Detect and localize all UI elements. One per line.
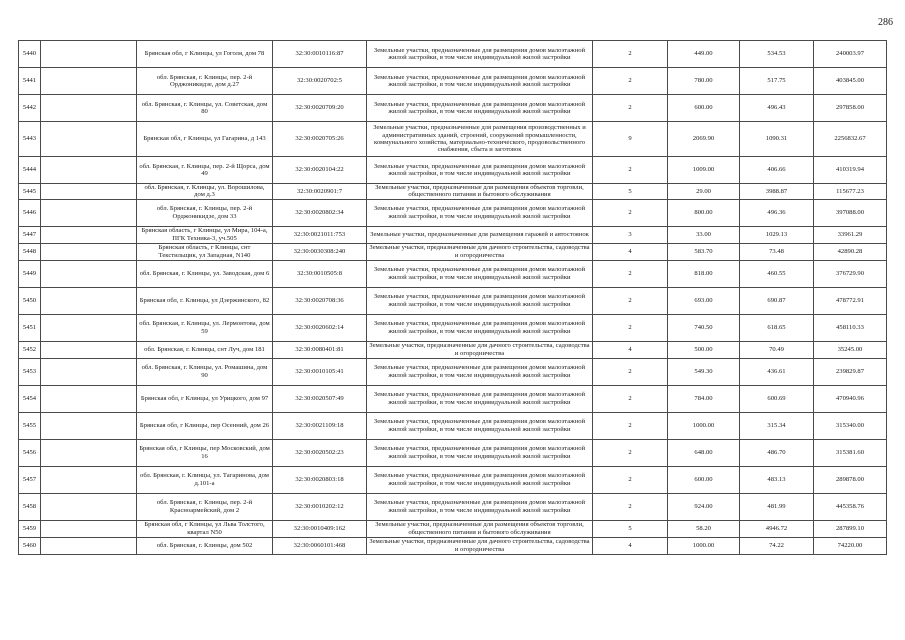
row-number: 5456	[19, 439, 41, 466]
gap-cell	[41, 243, 137, 260]
group-code-cell: 3	[593, 226, 668, 243]
area-cell: 693.00	[668, 287, 740, 314]
table-row	[19, 41, 887, 68]
table-row	[19, 314, 887, 341]
group-code-cell: 2	[593, 314, 668, 341]
cadastral-number-cell: 32:30:0080401:81	[273, 341, 367, 358]
table-row	[19, 122, 887, 157]
row-number: 5458	[19, 493, 41, 520]
row-number: 5454	[19, 385, 41, 412]
land-use-cell: Земельные участки, предназначенные для размещения домов малоэтажной жилой застройки, в том числе индивидуальной жилой застройки	[367, 287, 593, 314]
specific-value-cell: 460.55	[740, 260, 814, 287]
area-cell: 780.00	[668, 68, 740, 95]
table-row	[19, 341, 887, 358]
specific-value-cell: 481.99	[740, 493, 814, 520]
specific-value-cell: 486.70	[740, 439, 814, 466]
cadastral-value-cell: 240003.97	[814, 41, 887, 68]
cadastral-value-cell: 33961.29	[814, 226, 887, 243]
address-cell: обл. Брянская, г. Клинцы, пер. 2-й Орджоникидзе, дом 33	[137, 199, 273, 226]
gap-cell	[41, 95, 137, 122]
table-row	[19, 466, 887, 493]
area-cell: 600.00	[668, 95, 740, 122]
row-number: 5457	[19, 466, 41, 493]
specific-value-cell: 4946.72	[740, 520, 814, 537]
table-row	[19, 520, 887, 537]
gap-cell	[41, 493, 137, 520]
specific-value-cell: 1090.31	[740, 122, 814, 157]
area-cell: 800.00	[668, 199, 740, 226]
area-cell: 924.00	[668, 493, 740, 520]
gap-cell	[41, 439, 137, 466]
row-number: 5459	[19, 520, 41, 537]
area-cell: 583.70	[668, 243, 740, 260]
cadastral-number-cell: 32:30:0021109:18	[273, 412, 367, 439]
group-code-cell: 2	[593, 493, 668, 520]
specific-value-cell: 315.34	[740, 412, 814, 439]
row-number: 5449	[19, 260, 41, 287]
land-use-cell: Земельные участки, предназначенные для размещения домов малоэтажной жилой застройки, в том числе индивидуальной жилой застройки	[367, 68, 593, 95]
area-cell: 740.50	[668, 314, 740, 341]
cadastral-number-cell: 32:30:0010505:8	[273, 260, 367, 287]
cadastral-number-cell: 32:30:0010105:41	[273, 358, 367, 385]
land-use-cell: Земельные участки, предназначенные для размещения домов малоэтажной жилой застройки, в том числе индивидуальной жилой застройки	[367, 412, 593, 439]
gap-cell	[41, 68, 137, 95]
gap-cell	[41, 385, 137, 412]
specific-value-cell: 618.65	[740, 314, 814, 341]
cadastral-value-cell: 35245.00	[814, 341, 887, 358]
cadastral-value-cell: 376729.90	[814, 260, 887, 287]
gap-cell	[41, 260, 137, 287]
land-use-cell: Земельные участки, предназначенные для размещения домов малоэтажной жилой застройки, в том числе индивидуальной жилой застройки	[367, 466, 593, 493]
group-code-cell: 4	[593, 537, 668, 554]
gap-cell	[41, 466, 137, 493]
land-use-cell: Земельные участки, предназначенные для размещения домов малоэтажной жилой застройки, в том числе индивидуальной жилой застройки	[367, 385, 593, 412]
row-number: 5442	[19, 95, 41, 122]
land-use-cell: Земельные участки, предназначенные для размещения производственных и административных зданий, строений, сооружений промышленности, коммунального хозяйства, материально-технического, продовольственного снабжения, сбыта и заготовок	[367, 122, 593, 157]
group-code-cell: 2	[593, 412, 668, 439]
cadastral-number-cell: 32:30:0020104:22	[273, 157, 367, 184]
address-cell: обл. Брянская, г. Клинцы, пер. 2-й Орджоникидзе, дом д.27	[137, 68, 273, 95]
cadastral-value-cell: 458110.33	[814, 314, 887, 341]
table-row	[19, 157, 887, 184]
gap-cell	[41, 122, 137, 157]
land-use-cell: Земельные участки, предназначенные для размещения домов малоэтажной жилой застройки, в том числе индивидуальной жилой застройки	[367, 493, 593, 520]
cadastral-number-cell: 32:30:0030308:240	[273, 243, 367, 260]
land-use-cell: Земельные участки, предназначенные для размещения домов малоэтажной жилой застройки, в том числе индивидуальной жилой застройки	[367, 260, 593, 287]
row-number: 5440	[19, 41, 41, 68]
gap-cell	[41, 520, 137, 537]
group-code-cell: 2	[593, 385, 668, 412]
cadastral-number-cell: 32:30:0020901:7	[273, 184, 367, 200]
specific-value-cell: 496.43	[740, 95, 814, 122]
specific-value-cell: 690.87	[740, 287, 814, 314]
land-use-cell: Земельные участки, предназначенные для дачного строительства, садоводства и огородничества	[367, 341, 593, 358]
gap-cell	[41, 157, 137, 184]
address-cell: обл. Брянская, г. Клинцы, ул. Ворошилова, дом д.3	[137, 184, 273, 200]
row-number: 5453	[19, 358, 41, 385]
address-cell: Брянская обл, г Клинцы, пер Осенний, дом 26	[137, 412, 273, 439]
group-code-cell: 5	[593, 184, 668, 200]
area-cell: 33.00	[668, 226, 740, 243]
group-code-cell: 2	[593, 41, 668, 68]
area-cell: 500.00	[668, 341, 740, 358]
address-cell: обл. Брянская, г. Клинцы, снт Луч, дом 181	[137, 341, 273, 358]
gap-cell	[41, 41, 137, 68]
table-row	[19, 412, 887, 439]
table-row	[19, 358, 887, 385]
table-row	[19, 537, 887, 554]
table-row	[19, 260, 887, 287]
gap-cell	[41, 537, 137, 554]
table-row	[19, 68, 887, 95]
group-code-cell: 2	[593, 260, 668, 287]
address-cell: обл. Брянская, г. Клинцы, дом 502	[137, 537, 273, 554]
table-row	[19, 243, 887, 260]
cadastral-number-cell: 32:30:0010202:12	[273, 493, 367, 520]
land-use-cell: Земельные участки, предназначенные для размещения домов малоэтажной жилой застройки, в том числе индивидуальной жилой застройки	[367, 157, 593, 184]
land-use-cell: Земельные участки, предназначенные для размещения домов малоэтажной жилой застройки, в том числе индивидуальной жилой застройки	[367, 199, 593, 226]
row-number: 5460	[19, 537, 41, 554]
land-use-cell: Земельные участки, предназначенные для размещения домов малоэтажной жилой застройки, в том числе индивидуальной жилой застройки	[367, 95, 593, 122]
table-row	[19, 95, 887, 122]
area-cell: 1000.00	[668, 537, 740, 554]
group-code-cell: 2	[593, 439, 668, 466]
group-code-cell: 2	[593, 287, 668, 314]
area-cell: 600.00	[668, 466, 740, 493]
area-cell: 58.20	[668, 520, 740, 537]
cadastral-value-cell: 42890.28	[814, 243, 887, 260]
area-cell: 648.00	[668, 439, 740, 466]
table-row	[19, 287, 887, 314]
address-cell: обл. Брянская, г. Клинцы, ул. Ромашина, дом 90	[137, 358, 273, 385]
address-cell: Брянская обл, г Клинцы, ул Гагарина, д 143	[137, 122, 273, 157]
cadastral-value-cell: 403845.00	[814, 68, 887, 95]
gap-cell	[41, 199, 137, 226]
cadastral-number-cell: 32:30:0060101:468	[273, 537, 367, 554]
gap-cell	[41, 184, 137, 200]
address-cell: Брянская область, г Клинцы, ул Мира, 104-а, ПГК Техника-3, уч.505	[137, 226, 273, 243]
group-code-cell: 5	[593, 520, 668, 537]
table-row	[19, 199, 887, 226]
cadastral-value-cell: 297858.00	[814, 95, 887, 122]
cadastral-value-cell: 410319.94	[814, 157, 887, 184]
gap-cell	[41, 412, 137, 439]
row-number: 5441	[19, 68, 41, 95]
land-use-cell: Земельные участки, предназначенные для размещения гаражей и автостоянок	[367, 226, 593, 243]
cadastral-number-cell: 32:30:0020708:36	[273, 287, 367, 314]
specific-value-cell: 73.48	[740, 243, 814, 260]
specific-value-cell: 74.22	[740, 537, 814, 554]
specific-value-cell: 436.61	[740, 358, 814, 385]
cadastral-number-cell: 32:30:0020602:14	[273, 314, 367, 341]
group-code-cell: 2	[593, 95, 668, 122]
area-cell: 818.00	[668, 260, 740, 287]
table-row	[19, 184, 887, 200]
gap-cell	[41, 314, 137, 341]
land-use-cell: Земельные участки, предназначенные для размещения объектов торговли, общественного питания и бытового обслуживания	[367, 184, 593, 200]
specific-value-cell: 70.49	[740, 341, 814, 358]
gap-cell	[41, 287, 137, 314]
address-cell: обл. Брянская, г. Клинцы, пер. 2-й Красноармейский, дом 2	[137, 493, 273, 520]
cadastral-value-cell: 315340.00	[814, 412, 887, 439]
cadastral-number-cell: 32:30:0021011:753	[273, 226, 367, 243]
cadastral-value-cell: 315381.60	[814, 439, 887, 466]
cadastral-value-table	[18, 40, 887, 555]
gap-cell	[41, 226, 137, 243]
cadastral-value-cell: 478772.91	[814, 287, 887, 314]
address-cell: Брянская обл, г Клинцы, ул Гоголя, дом 78	[137, 41, 273, 68]
row-number: 5448	[19, 243, 41, 260]
table-row	[19, 439, 887, 466]
land-use-cell: Земельные участки, предназначенные для размещения домов малоэтажной жилой застройки, в том числе индивидуальной жилой застройки	[367, 314, 593, 341]
group-code-cell: 9	[593, 122, 668, 157]
row-number: 5447	[19, 226, 41, 243]
row-number: 5444	[19, 157, 41, 184]
area-cell: 449.00	[668, 41, 740, 68]
group-code-cell: 2	[593, 199, 668, 226]
row-number: 5455	[19, 412, 41, 439]
address-cell: обл. Брянская, г. Клинцы, ул. Лермонтова, дом 59	[137, 314, 273, 341]
specific-value-cell: 517.75	[740, 68, 814, 95]
specific-value-cell: 406.66	[740, 157, 814, 184]
area-cell: 1009.00	[668, 157, 740, 184]
cadastral-number-cell: 32:30:0010409:162	[273, 520, 367, 537]
specific-value-cell: 496.36	[740, 199, 814, 226]
gap-cell	[41, 358, 137, 385]
specific-value-cell: 534.53	[740, 41, 814, 68]
area-cell: 784.00	[668, 385, 740, 412]
group-code-cell: 2	[593, 68, 668, 95]
address-cell: Брянская обл, г Клинцы, ул Льва Толстого, квартал N50	[137, 520, 273, 537]
row-number: 5452	[19, 341, 41, 358]
cadastral-number-cell: 32:30:0010116:87	[273, 41, 367, 68]
address-cell: обл. Брянская, г. Клинцы, ул. Тагаринова, дом д.101-а	[137, 466, 273, 493]
group-code-cell: 4	[593, 243, 668, 260]
address-cell: обл. Брянская, г. Клинцы, пер. 2-й Щорса, дом 49	[137, 157, 273, 184]
row-number: 5446	[19, 199, 41, 226]
specific-value-cell: 3988.87	[740, 184, 814, 200]
group-code-cell: 2	[593, 466, 668, 493]
land-use-cell: Земельные участки, предназначенные для размещения объектов торговли, общественного питания и бытового обслуживания	[367, 520, 593, 537]
land-use-cell: Земельные участки, предназначенные для дачного строительства, садоводства и огородничества	[367, 243, 593, 260]
cadastral-number-cell: 32:30:0020507:49	[273, 385, 367, 412]
row-number: 5451	[19, 314, 41, 341]
cadastral-value-cell: 470940.96	[814, 385, 887, 412]
cadastral-value-cell: 239829.87	[814, 358, 887, 385]
land-use-cell: Земельные участки, предназначенные для размещения домов малоэтажной жилой застройки, в том числе индивидуальной жилой застройки	[367, 41, 593, 68]
specific-value-cell: 600.69	[740, 385, 814, 412]
address-cell: Брянская обл, г Клинцы, пер Московский, дом 16	[137, 439, 273, 466]
cadastral-number-cell: 32:30:0020702:5	[273, 68, 367, 95]
cadastral-value-cell: 289878.00	[814, 466, 887, 493]
cadastral-number-cell: 32:30:0020802:34	[273, 199, 367, 226]
gap-cell	[41, 341, 137, 358]
table-row	[19, 493, 887, 520]
group-code-cell: 2	[593, 157, 668, 184]
address-cell: обл. Брянская, г. Клинцы, ул. Советская, дом 80	[137, 95, 273, 122]
land-use-cell: Земельные участки, предназначенные для дачного строительства, садоводства и огородничества	[367, 537, 593, 554]
area-cell: 1000.00	[668, 412, 740, 439]
cadastral-number-cell: 32:30:0020803:18	[273, 466, 367, 493]
row-number: 5443	[19, 122, 41, 157]
row-number: 5450	[19, 287, 41, 314]
address-cell: Брянская обл, г Клинцы, ул Урицкого, дом 97	[137, 385, 273, 412]
cadastral-value-cell: 74220.00	[814, 537, 887, 554]
specific-value-cell: 483.13	[740, 466, 814, 493]
row-number: 5445	[19, 184, 41, 200]
page-number: 286	[878, 17, 893, 28]
address-cell: Брянская обл, г. Клинцы, ул Дзержинского, 82	[137, 287, 273, 314]
cadastral-value-cell: 397088.00	[814, 199, 887, 226]
cadastral-number-cell: 32:30:0020502:23	[273, 439, 367, 466]
cadastral-number-cell: 32:30:0020709:20	[273, 95, 367, 122]
land-use-cell: Земельные участки, предназначенные для размещения домов малоэтажной жилой застройки, в том числе индивидуальной жилой застройки	[367, 439, 593, 466]
address-cell: Брянская область, г Клинцы, снт Текстильщик, ул Западная, N140	[137, 243, 273, 260]
land-use-cell: Земельные участки, предназначенные для размещения домов малоэтажной жилой застройки, в том числе индивидуальной жилой застройки	[367, 358, 593, 385]
cadastral-value-cell: 115677.23	[814, 184, 887, 200]
area-cell: 549.30	[668, 358, 740, 385]
group-code-cell: 4	[593, 341, 668, 358]
specific-value-cell: 1029.13	[740, 226, 814, 243]
cadastral-value-cell: 287899.10	[814, 520, 887, 537]
table-row	[19, 385, 887, 412]
cadastral-number-cell: 32:30:0020705:26	[273, 122, 367, 157]
area-cell: 2069.90	[668, 122, 740, 157]
cadastral-value-cell: 445358.76	[814, 493, 887, 520]
table-row	[19, 226, 887, 243]
address-cell: обл. Брянская, г. Клинцы, ул. Заводская, дом 6	[137, 260, 273, 287]
cadastral-value-cell: 2256832.67	[814, 122, 887, 157]
area-cell: 29.00	[668, 184, 740, 200]
group-code-cell: 2	[593, 358, 668, 385]
